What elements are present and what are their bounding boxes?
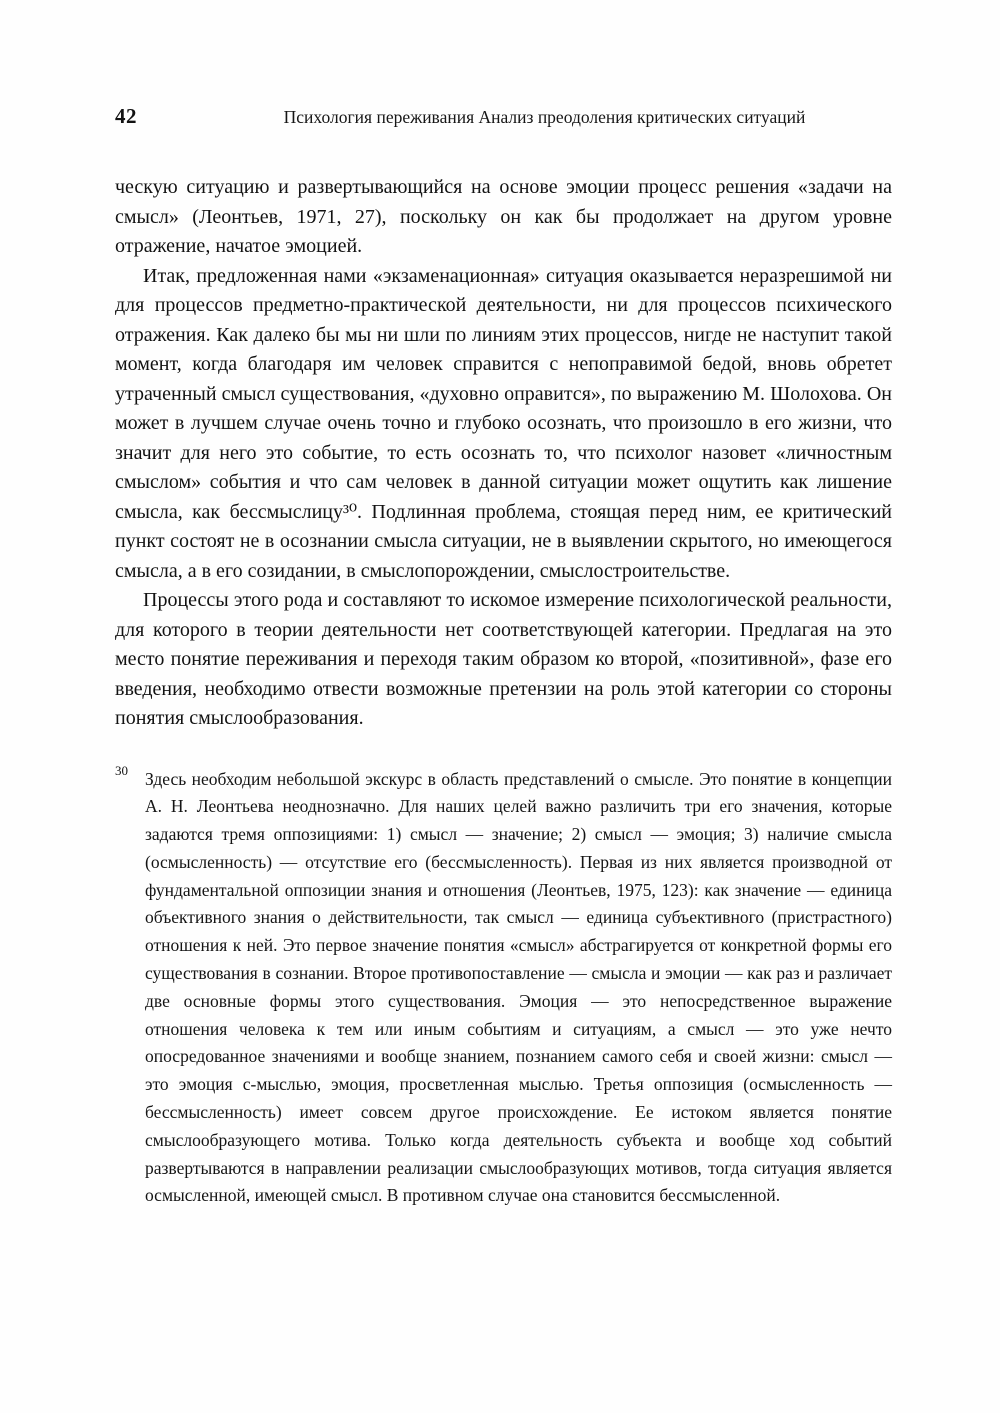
running-title: Психология переживания Анализ преодоления критических ситуаций (283, 107, 806, 127)
paragraph-continuation: ческую ситуацию и развертывающийся на основе эмоции процесс решения «задачи на смысл» (Леонтьев, 1971, 27), поскольку он как бы продолжает на другом уровне отражение, начатое эмоцией. (115, 176, 892, 257)
paragraph-3: Процессы этого рода и составляют то искомое измерение психологической реальности, для которого в теории деятельности нет соответствующей категории. Предлагая на это место понятие переживания и переходя таким образом ко второй, «позитивной», фазе его введения, необходимо отвести возможные претензии на роль этой категории со стороны понятия смыслообразования. (115, 589, 892, 729)
paragraph-2: Итак, предложенная нами «экзаменационная» ситуация оказывается неразрешимой ни для процессов предметно-практической деятельности, ни для процессов психического отражения. Как далеко бы мы ни шли по линиям этих процессов, нигде не наступит такой момент, когда благодаря им человек справится с непоправимой бедой, вновь обретет утраченный смысл существования, «духовно оправится», по выражению М. Шолохова. Он может в лучшем случае очень точно и глубоко осознать, что произошло в его жизни, что значит для него это событие, то есть осознать то, что психолог назовет «личностным смыслом» события и что сам человек в данной ситуации может ощутить как лишение смысла, как бессмыслицу³⁰. Подлинная проблема, стоящая перед ним, ее критический пункт состоят не в осознании смысла ситуации, не в выявлении скрытого, но имеющегося смысла, а в его созидании, в смыслопорождении, смыслостроительстве. (115, 264, 892, 582)
footnote-block (115, 762, 892, 1211)
footnote-marker: 30 (115, 762, 128, 778)
page-number: 42 (115, 104, 137, 128)
body-text (115, 173, 892, 734)
page-header (115, 104, 892, 129)
footnote-text: Здесь необходим небольшой экскурс в область представлений о смысле. Это понятие в концепции А. Н. Леонтьева неоднозначно. Для наших целей важно различить три его значения, которые задаются тремя оппозициями: 1) смысл — значение; 2) смысл — эмоция; 3) наличие смысла (осмысленность) — отсутствие его (бессмысленность). Первая из них является производной от фундаментальной оппозиции знания и отношения (Леонтьев, 1975, 123): как значение — единица объективного знания о действительности, так смысл — единица субъективного (пристрастного) отношения к ней. Это первое значение понятия «смысл» абстрагируется от конкретной формы его существования в сознании. Второе противопоставление — смысла и эмоции — как раз и различает две основные формы этого существования. Эмоция — это непосредственное выражение отношения человека к тем или иным событиям и ситуациям, а смысл — это уже нечто опосредованное значениями и вообще знанием, познанием самого себя и своей жизни: смысл — это эмоция с-мыслью, эмоция, просветленная мыслью. Третья оппозиция (осмысленность — бессмысленность) имеет совсем другое происхождение. Ее истоком является понятие смыслообразующего мотива. Только когда деятельность субъекта и вообще ход событий развертываются в направлении реализации смыслообразующих мотивов, тогда ситуация является осмысленной, имеющей смысл. В противном случае она становится бессмысленной. (145, 768, 892, 1206)
